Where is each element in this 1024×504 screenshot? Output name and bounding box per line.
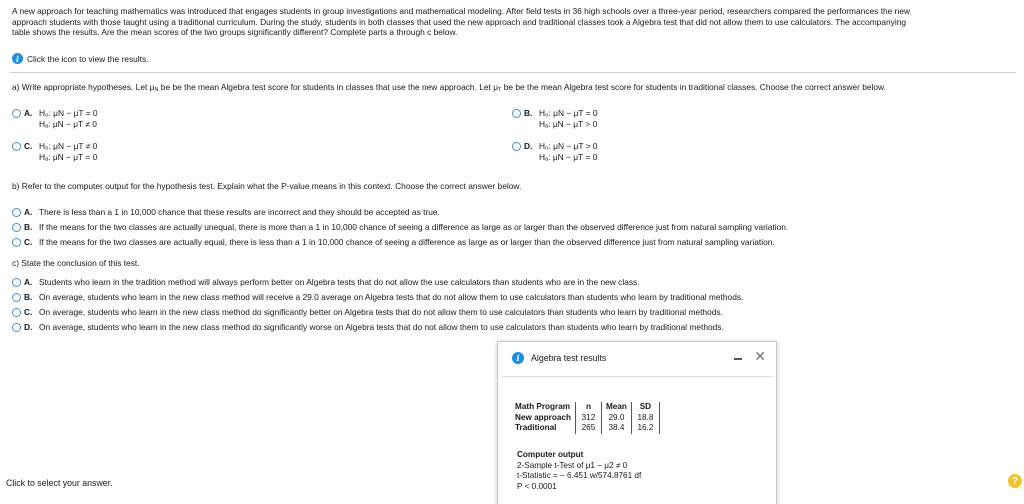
radio-button[interactable]: [512, 142, 521, 151]
popup-title: [512, 352, 606, 364]
radio-button[interactable]: [12, 238, 21, 247]
part-b-option-b[interactable]: B. If the means for the two classes are actually unequal, there is more than a 1 in 10,000 chance of seeing a difference as large as or larger than the observed difference just from natural sampling variation.: [12, 222, 788, 232]
part-a-option-b[interactable]: B. H₀: μN − μT = 0 Hₐ: μN − μT > 0: [512, 108, 598, 130]
info-icon: i: [512, 352, 524, 364]
view-results-link[interactable]: [12, 53, 149, 64]
part-a-option-a[interactable]: A. H₀: μN − μT = 0 Hₐ: μN − μT ≠ 0: [12, 108, 98, 130]
table-row: Traditional 265 38.4 16.2: [514, 423, 659, 434]
part-b-option-a[interactable]: A. There is less than a 1 in 10,000 chance that these results are incorrect and they should be accepted as true.: [12, 207, 440, 217]
radio-button[interactable]: [12, 308, 21, 317]
part-a-prompt: a) Write appropriate hypotheses. Let μN be be the mean Algebra test score for students in classes that use the new approach. Let μT be be the mean Algebra test score for students in traditional classes. Choose the correct answer below.: [12, 82, 886, 93]
table-row: New approach 312 29.0 18.8: [514, 413, 659, 424]
part-c-option-a[interactable]: A. Students who learn in the tradition method will always perform better on Algebra tests that do not allow the use calculators than students who are in the new class.: [12, 277, 640, 287]
part-c-prompt: c) State the conclusion of this test.: [12, 258, 140, 268]
radio-button[interactable]: [12, 223, 21, 232]
radio-button[interactable]: [12, 208, 21, 217]
radio-button[interactable]: [12, 142, 21, 151]
table-header-row: Math Program n Mean SD: [514, 402, 659, 413]
computer-output-title: Computer output: [517, 450, 584, 459]
close-icon[interactable]: ✕: [754, 349, 766, 365]
part-b-prompt: b) Refer to the computer output for the hypothesis test. Explain what the P-value means in this context. Choose the correct answer below.: [12, 181, 522, 191]
part-c-option-b[interactable]: B. On average, students who learn in the new class method will receive a 29.0 average on Algebra tests that do not allow them to use calculators than students who learn by traditional methods.: [12, 292, 743, 302]
popup-divider: [502, 376, 772, 377]
radio-button[interactable]: [12, 323, 21, 332]
popup-title-text: Algebra test results: [531, 353, 607, 363]
intro-line-3: table shows the results. Are the mean scores of the two groups significantly different? Complete parts a through c below.: [12, 27, 458, 38]
output-line: 2-Sample t-Test of μ1 − μ2 ≠ 0: [517, 460, 628, 470]
intro-line-2: approach students with those taught using a traditional curriculum. During the study, students in both classes that used the new approach and traditional classes took a Algebra test that did not allow them to use calculators. The accompanying: [12, 16, 907, 27]
select-answer-hint: Click to select your answer.: [6, 478, 113, 488]
divider: [10, 72, 1016, 73]
output-line: P < 0.0001: [517, 481, 557, 491]
radio-button[interactable]: [12, 293, 21, 302]
info-icon[interactable]: i: [12, 53, 23, 64]
question-intro: [12, 6, 1012, 38]
help-icon[interactable]: ?: [1008, 474, 1022, 488]
minimize-icon[interactable]: [734, 358, 742, 360]
part-a-option-d[interactable]: D. H₀: μN − μT > 0 Hₐ: μN − μT = 0: [512, 141, 598, 163]
part-c-option-c[interactable]: C. On average, students who learn in the new class method do significantly better on Algebra tests that do not allow them to use calculators than students who learn by traditional methods.: [12, 307, 723, 317]
intro-line-1: A new approach for teaching mathematics was introduced that engages students in group investigations and mathematical modeling. After field tests in 36 high schools over a three-year period, researchers compared the performances the new: [12, 6, 911, 16]
view-results-text: Click the icon to view the results.: [27, 53, 149, 64]
output-line: t-Statistic = − 6.451 w/574.8761 df: [517, 471, 642, 480]
part-c-option-d[interactable]: D. On average, students who learn in the new class method do significantly worse on Algebra tests that do not allow them to use calculators than students who learn by traditional methods.: [12, 322, 724, 332]
results-table: [514, 402, 660, 434]
results-popup: [497, 341, 777, 504]
radio-button[interactable]: [512, 109, 521, 118]
radio-button[interactable]: [12, 109, 21, 118]
computer-output: [517, 450, 641, 492]
part-b-option-c[interactable]: C. If the means for the two classes are actually equal, there is less than a 1 in 10,000 chance of seeing a difference as large as or larger than the observed difference just from natural sampling variation.: [12, 237, 775, 247]
radio-button[interactable]: [12, 278, 21, 287]
part-a-option-c[interactable]: C. H₀: μN − μT ≠ 0 Hₐ: μN − μT = 0: [12, 141, 97, 163]
